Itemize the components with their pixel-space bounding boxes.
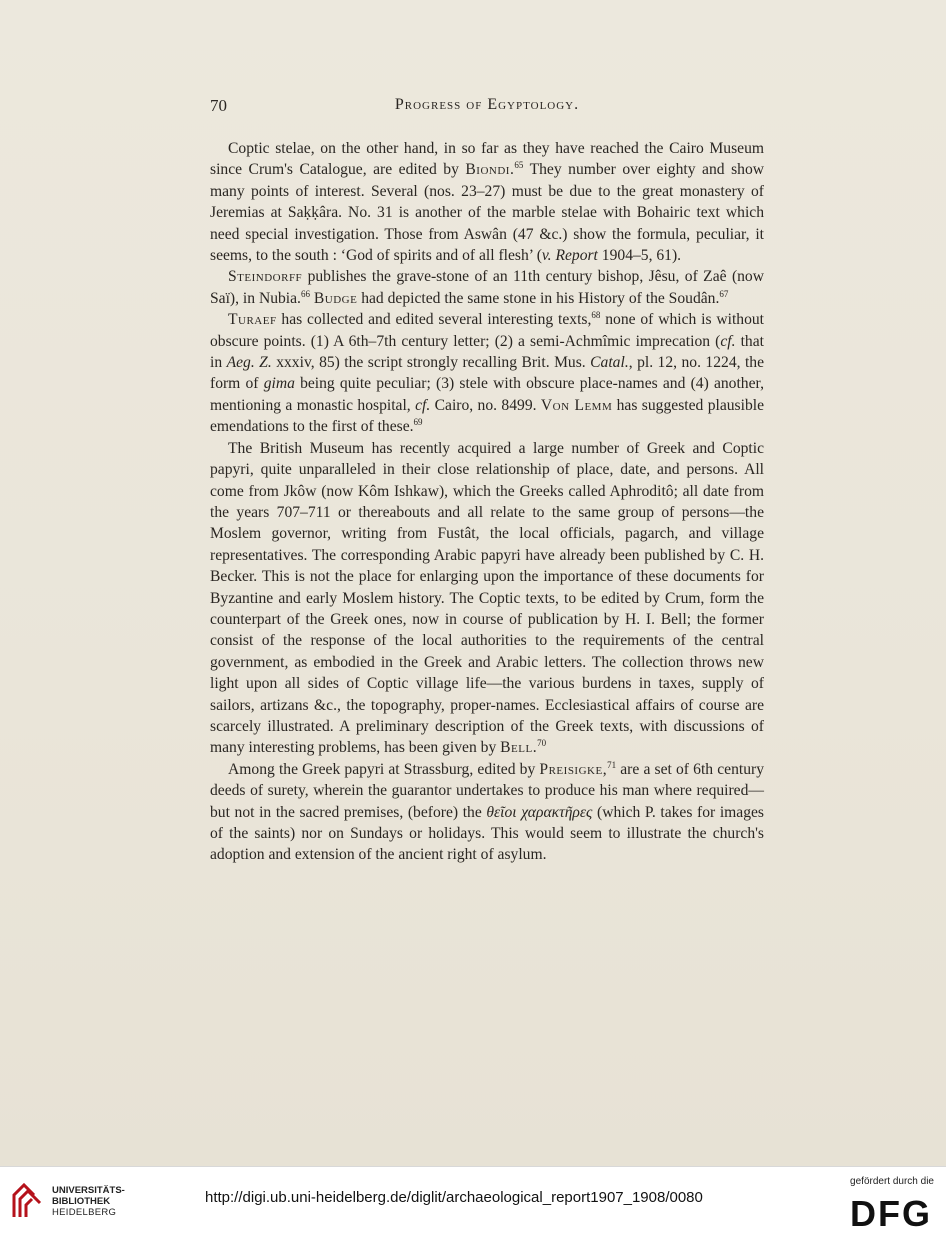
author-name: Turaef [228,311,277,329]
text-run: are a set of 6th century deeds of surety, wherein the guarantor undertakes to produce his man where required—but not in the sacred premises, (before) the [210,760,764,821]
italic-text: θεῖοι χαρακτῆρες [486,803,593,821]
text-run: , pl. 12, no. 1224, the form of [210,354,765,393]
footnote-ref: 66 [300,288,310,299]
author-name: Budge [313,289,358,307]
italic-text: Catal. [590,354,629,372]
italic-text: Aeg. Z. [226,354,272,372]
library-name-line-2: BIBLIOTHEK [52,1196,111,1207]
italic-text: cf. [415,396,431,414]
text-run: being quite peculiar; (3) stele with obscure place-names and (4) another, mentioning a monastic hospital, [210,375,764,414]
footnote-ref: 69 [413,417,423,428]
footnote-ref: 70 [537,738,547,749]
library-name-line-3: HEIDELBERG [52,1207,117,1218]
text-run: The British Museum has recently acquired a large number of Greek and Coptic papyri, quite unparalleled in their close relationship of place, date, and persons. All come from Jkôw (now Kôm Ishkaw), which the Greeks called Aphroditô; all date from the years 707–711 or thereabouts and all relate to the same group of persons—the Moslem governor, writing from Fustât, the local officials, pagarch, and village representatives. The corresponding Arabic papyri have already been published by C. H. Becker. This is not the place for enlarging upon the importance of these documents for Byzantine and early Moslem history. The Coptic texts, to be edited by Crum, form the counterpart of the Greek ones, now in course of publication by H. I. Bell; the former consist of the response of the local authorities to the requirements of the central government, as embodied in the Greek and Arabic letters. The collection throws new light upon all sides of Coptic village life—the various burdens in taxes, supply of sailors, artizans &c., the topography, proper-names. Ecclesiastical affairs of course are scarcely illustrated. A preliminary description of the Greek texts, with discussions of many interesting problems, has been given by [210,439,764,757]
author-name: Steindorff [228,268,303,286]
text-run: They number over eighty and show many points of interest. Several (nos. 23–27) must be due to the great monastery of Jeremias at Saḳḳâra. No. 31 is another of the marble stelae with Bohairic text which need special investigation. Those from Aswân (47 &c.) show the formula, peculiar, it seems, to the south : ‘God of spirits and of all flesh’ ( [210,161,765,265]
permalink-url[interactable]: http://digi.ub.uni-heidelberg.de/diglit/archaeological_report1907_1908/0080 [205,1189,703,1206]
text-run: that in [210,332,764,372]
library-name [52,1185,125,1218]
text-run: publishes the grave-stone of an 11th century bishop, Jêsu, of Zaê (now Saï), in Nubia. [210,268,764,307]
text-run: xxxiv, 85) the script strongly recalling Brit. Mus. [271,354,591,372]
italic-text: v. Report [541,247,598,265]
footnote-ref: 65 [514,160,524,171]
footer-bar [0,1166,946,1237]
italic-text: cf. [720,332,736,350]
text-run: Among the Greek papyri at Strassburg, edited by [228,760,540,778]
author-name: Biondi. [465,161,515,179]
page-header [210,96,764,118]
paragraph [210,309,764,437]
text-run: had depicted the same stone in his History of the Soudân. [357,289,720,307]
paragraph [210,138,764,266]
text-run: has suggested plausible emendations to the first of these. [210,396,764,436]
text-run: has collected and edited several interesting texts, [276,311,592,329]
paragraph [210,438,764,759]
dfg-logo: DFG [850,1193,932,1234]
page-number: 70 [210,96,227,115]
author-name: Von Lemm [540,396,613,414]
funded-by-label: gefördert durch die [850,1176,934,1187]
author-name: Preisigke, [539,760,608,778]
running-title: Progress of Egyptology. [394,96,580,113]
text-run: (which P. takes for images of the saints) nor on Sundays or holidays. This would seem to illustrate the church's adoption and extension of the ancient right of asylum. [210,803,764,864]
text-run: 1904–5, 61). [597,247,682,265]
author-name: Bell. [500,739,538,757]
body-text [210,138,764,866]
footnote-ref: 68 [591,310,601,321]
library-name-line-1: UNIVERSITÄTS- [52,1185,125,1196]
italic-text: gima [263,375,295,393]
text-run: Coptic stelae, on the other hand, in so far as they have reached the Cairo Museum since Crum's Catalogue, are edited by [210,140,764,179]
footnote-ref: 67 [719,288,729,299]
paragraph [210,759,764,866]
text-run: Cairo, no. 8499. [430,396,541,414]
university-library-logo-icon [10,1181,44,1221]
text-run: none of which is without obscure points. (1) A 6th–7th century letter; (2) a semi-Achmîmic imprecation ( [210,311,765,350]
paragraph [210,266,764,309]
footnote-ref: 71 [607,759,617,770]
